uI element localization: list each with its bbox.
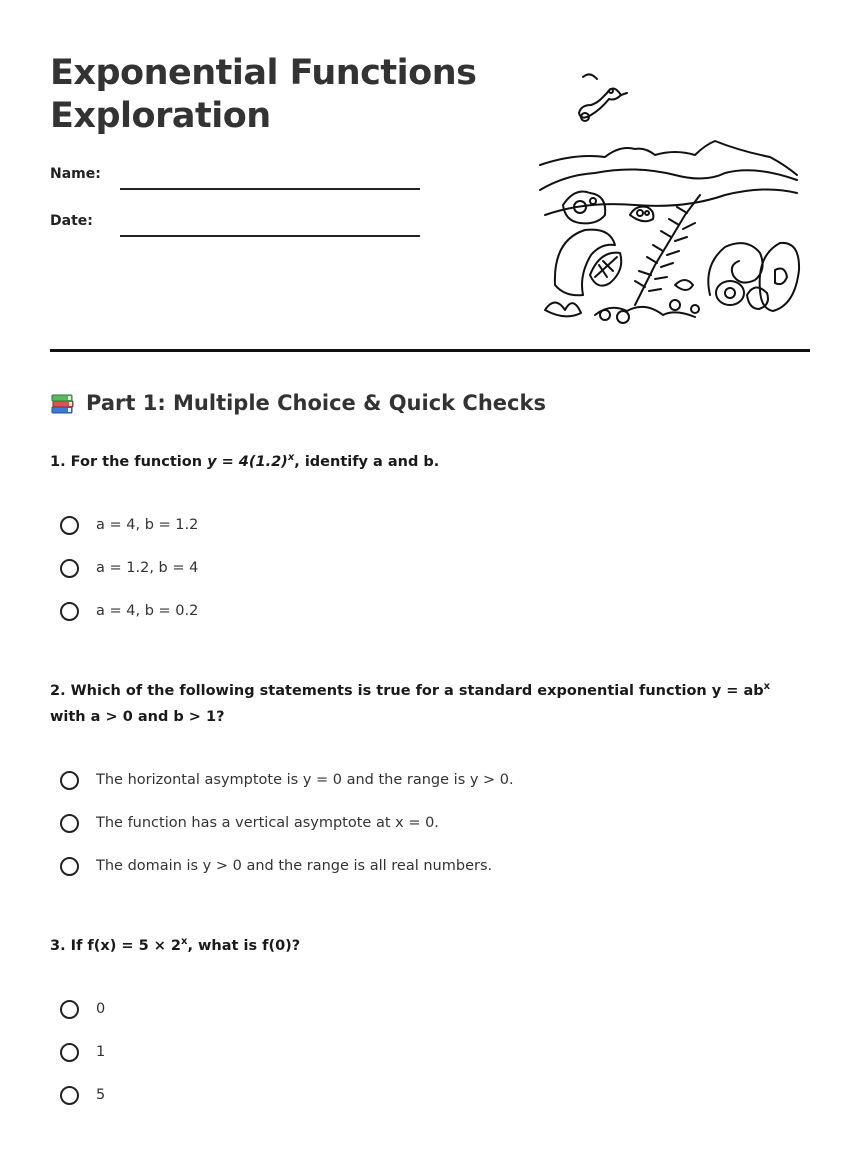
question-text-end: , what is f(0)? [187,937,301,954]
radio-button[interactable] [60,559,79,578]
question-text-end: , identify a and b. [294,453,440,470]
title-line-1: Exponential Functions [50,53,477,93]
option-label: a = 4, b = 1.2 [96,517,199,533]
q1-option-1[interactable] [60,512,198,538]
radio-button[interactable] [60,1000,79,1019]
question-2 [50,674,810,730]
radio-button[interactable] [60,814,79,833]
question-text-end: with a > 0 and b > 1? [50,708,225,725]
question-formula: y = 4(1.2) [207,453,288,470]
radio-button[interactable] [60,771,79,790]
radio-button[interactable] [60,1043,79,1062]
q3-option-2[interactable] [60,1039,105,1065]
question-number: 2. [50,682,66,699]
date-field[interactable] [50,213,420,229]
question-exponent: x [763,681,771,692]
q1-option-2[interactable] [60,555,198,581]
q3-option-1[interactable] [60,996,105,1022]
name-blank-line[interactable] [120,168,420,190]
foreground-drawing [545,192,799,324]
books-icon [50,390,76,416]
name-label: Name: [50,166,101,182]
q1-option-3[interactable] [60,598,198,624]
option-label: The domain is y > 0 and the range is all real numbers. [96,858,493,874]
radio-button[interactable] [60,516,79,535]
question-exponent: x [287,452,295,463]
question-text: If f(x) = 5 × 2 [70,937,182,954]
radio-button[interactable] [60,857,79,876]
section-title: Part 1: Multiple Choice & Quick Checks [86,391,546,415]
question-number: 3. [50,937,66,954]
option-label: 5 [96,1087,106,1103]
name-field[interactable] [50,166,420,182]
question-text: For the function [70,453,208,470]
option-label: The function has a vertical asymptote at x = 0. [96,815,439,831]
date-label: Date: [50,213,93,229]
question-number: 1. [50,453,66,470]
question-exponent: x [181,936,188,947]
option-label: a = 1.2, b = 4 [96,560,199,576]
option-label: 0 [96,1001,106,1017]
option-label: The horizontal asymptote is y = 0 and the range is y > 0. [96,772,514,788]
date-blank-line[interactable] [120,215,420,237]
mountains-drawing [540,141,797,215]
header-divider [50,349,810,352]
radio-button[interactable] [60,602,79,621]
option-label: 1 [96,1044,106,1060]
q2-option-2[interactable] [60,810,439,836]
page-title [50,52,476,138]
q2-option-3[interactable] [60,853,492,879]
question-text: Which of the following statements is true for a standard exponential function y = ab [70,682,764,699]
title-line-2: Exploration [50,96,271,136]
bird-drawing [579,74,627,121]
question-1 [50,445,810,475]
option-label: a = 4, b = 0.2 [96,603,199,619]
question-3 [50,929,810,959]
landscape-illustration [535,65,805,330]
q3-option-3[interactable] [60,1082,105,1108]
q2-option-1[interactable] [60,767,514,793]
radio-button[interactable] [60,1086,79,1105]
section-heading [50,390,546,416]
